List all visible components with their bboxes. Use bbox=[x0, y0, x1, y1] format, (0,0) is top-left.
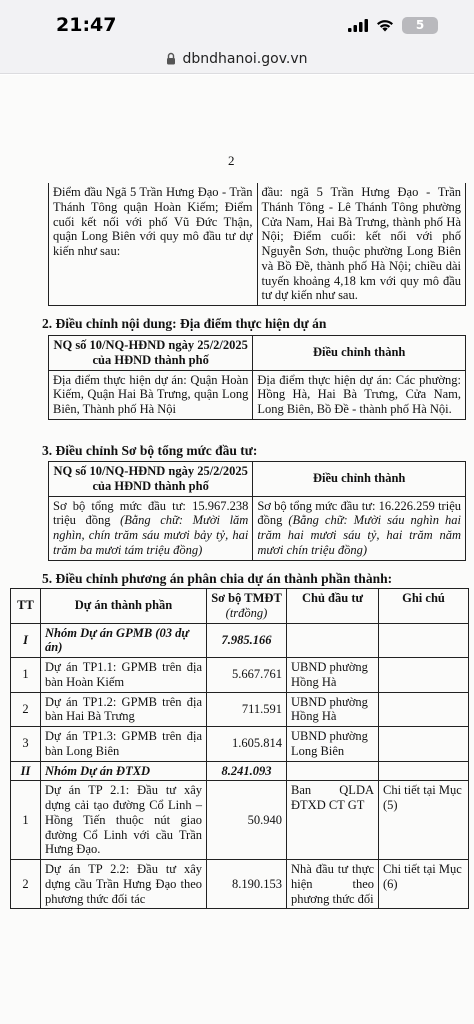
row-name: Dự án TP1.3: GPMB trên địa bàn Long Biên bbox=[41, 727, 207, 762]
section-2-col2-header: Điều chỉnh thành bbox=[253, 336, 466, 371]
battery-icon: 5 bbox=[402, 17, 438, 34]
section-2-col2-text: Địa điểm thực hiện dự án: Các phường: Hồng Hà, Hai Bà Trưng, Cửa Nam, Long Biên, Bồ Đề - thành phố Hà Nội. bbox=[253, 370, 466, 419]
header-tmdt-label: Sơ bộ TMĐT bbox=[211, 591, 282, 605]
section-5-header-row bbox=[11, 589, 469, 624]
wifi-icon bbox=[376, 19, 394, 32]
section-3-col1-cell bbox=[49, 496, 253, 560]
section-2-heading: 2. Điều chỉnh nội dung: Địa điểm thực hiện dự án bbox=[42, 316, 327, 331]
header-tmdt-unit: (trđồng) bbox=[225, 605, 268, 620]
row-owner: UBND phường Hồng Hà bbox=[287, 692, 379, 727]
header-note: Ghi chú bbox=[379, 589, 469, 624]
section-2-table bbox=[48, 335, 466, 420]
row-value: 711.591 bbox=[207, 692, 287, 727]
row-owner: UBND phường Long Biên bbox=[287, 727, 379, 762]
group-tt: II bbox=[11, 761, 41, 781]
group-value: 8.241.093 bbox=[207, 761, 287, 781]
section-3-col2-header: Điều chỉnh thành bbox=[253, 462, 466, 497]
url-text: dbndhanoi.gov.vn bbox=[182, 50, 308, 67]
row-note bbox=[379, 727, 469, 762]
lock-icon bbox=[166, 52, 176, 65]
row-note: Chi tiết tại Mục (6) bbox=[379, 860, 469, 909]
row-owner: Ban QLDA ĐTXD CT GT bbox=[287, 781, 379, 860]
group-note bbox=[379, 761, 469, 781]
row-value: 1.605.814 bbox=[207, 727, 287, 762]
section-3-col1-text: Sơ bộ tổng mức đầu tư: 15.967.238 triệu đồng bbox=[53, 498, 249, 528]
row-tt: 3 bbox=[11, 727, 41, 762]
address-bar[interactable] bbox=[0, 44, 474, 74]
row-value: 5.667.761 bbox=[207, 658, 287, 693]
row-tt: 2 bbox=[11, 860, 41, 909]
group-owner bbox=[287, 623, 379, 658]
section-3-col2-italic: (Bằng chữ: Mười sáu nghìn hai trăm hai mươi sáu tỷ, hai trăm năm mươi chín triệu đồng) bbox=[257, 513, 462, 557]
page-number: 2 bbox=[228, 153, 235, 168]
row-tt: 2 bbox=[11, 692, 41, 727]
section-5-heading: 5. Điều chỉnh phương án phân chia dự án thành phần thành: bbox=[42, 571, 393, 586]
table-row bbox=[11, 692, 469, 727]
table-row bbox=[11, 727, 469, 762]
section-2-col1-header: NQ số 10/NQ-HĐND ngày 25/2/2025 của HĐND thành phố bbox=[49, 336, 253, 371]
row-owner: Nhà đầu tư thực hiện theo phương thức đối bbox=[287, 860, 379, 909]
section-3-col2-text: Sơ bộ tổng mức đầu tư: 16.226.259 triệu đồng bbox=[257, 498, 461, 528]
header-tt: TT bbox=[11, 589, 41, 624]
top-table-left: Điểm đầu Ngã 5 Trần Hưng Đạo - Trần Thánh Tông quận Hoàn Kiếm; Điểm cuối kết nối với phố Vũ Đức Thận, quận Long Biên với quy mô đầu tư dự kiến như sau: bbox=[49, 183, 258, 306]
row-note: Chi tiết tại Mục (5) bbox=[379, 781, 469, 860]
group-value: 7.985.166 bbox=[207, 623, 287, 658]
row-tt: 1 bbox=[11, 658, 41, 693]
row-value: 8.190.153 bbox=[207, 860, 287, 909]
row-value: 50.940 bbox=[207, 781, 287, 860]
group-note bbox=[379, 623, 469, 658]
header-project: Dự án thành phần bbox=[41, 589, 207, 624]
row-tt: 1 bbox=[11, 781, 41, 860]
section-3-heading: 3. Điều chỉnh Sơ bộ tổng mức đầu tư: bbox=[42, 443, 258, 458]
status-icons bbox=[348, 17, 438, 34]
table-row bbox=[11, 658, 469, 693]
row-name: Dự án TP1.2: GPMB trên địa bàn Hai Bà Trưng bbox=[41, 692, 207, 727]
row-name: Dự án TP 2.1: Đầu tư xây dựng cải tạo đường Cổ Linh – Hồng Tiến thuộc nút giao đường Cổ Linh với cầu Trần Hưng Đạo. bbox=[41, 781, 207, 860]
row-name: Dự án TP1.1: GPMB trên địa bàn Hoàn Kiếm bbox=[41, 658, 207, 693]
section-5-table bbox=[10, 588, 468, 909]
top-table bbox=[48, 183, 466, 306]
top-table-right: đầu: ngã 5 Trần Hưng Đạo - Trần Thánh Tông - Lê Thánh Tông phường Cửa Nam, Hai Bà Trưng, thành phố Hà Nội; Điểm cuối: kết nối với phố Nguyễn Sơn, thuộc phường Long Biên và Bồ Đề, thành phố Hà Nội; chiều dài tuyến khoảng 4,18 km với quy mô đầu tư dự kiến như sau. bbox=[257, 183, 466, 306]
group-row bbox=[11, 761, 469, 781]
row-note bbox=[379, 658, 469, 693]
signal-icon bbox=[348, 19, 368, 32]
section-3-col1-header: NQ số 10/NQ-HĐND ngày 25/2/2025 của HĐND thành phố bbox=[49, 462, 253, 497]
row-note bbox=[379, 692, 469, 727]
table-row bbox=[11, 860, 469, 909]
status-bar bbox=[0, 0, 474, 44]
group-name: Nhóm Dự án GPMB (03 dự án) bbox=[41, 623, 207, 658]
row-owner: UBND phường Hồng Hà bbox=[287, 658, 379, 693]
group-owner bbox=[287, 761, 379, 781]
group-row bbox=[11, 623, 469, 658]
header-owner: Chủ đầu tư bbox=[287, 589, 379, 624]
table-row bbox=[11, 781, 469, 860]
header-tmdt bbox=[207, 589, 287, 624]
section-3-table bbox=[48, 461, 466, 561]
status-time: 21:47 bbox=[56, 14, 117, 36]
section-3-col2-cell bbox=[253, 496, 466, 560]
document-page bbox=[0, 75, 474, 1024]
section-3-col1-italic: (Bằng chữ: Mười lăm nghìn, chín trăm sáu mươi bảy tỷ, hai trăm ba mươi tám triệu đồng) bbox=[53, 513, 249, 557]
section-2-col1-text: Địa điểm thực hiện dự án: Quận Hoàn Kiếm, Quận Hai Bà Trưng, quận Long Biên, Thành phố Hà Nội bbox=[49, 370, 253, 419]
group-tt: I bbox=[11, 623, 41, 658]
group-name: Nhóm Dự án ĐTXD bbox=[41, 761, 207, 781]
row-name: Dự án TP 2.2: Đầu tư xây dựng cầu Trần Hưng Đạo theo phương thức đối tác bbox=[41, 860, 207, 909]
